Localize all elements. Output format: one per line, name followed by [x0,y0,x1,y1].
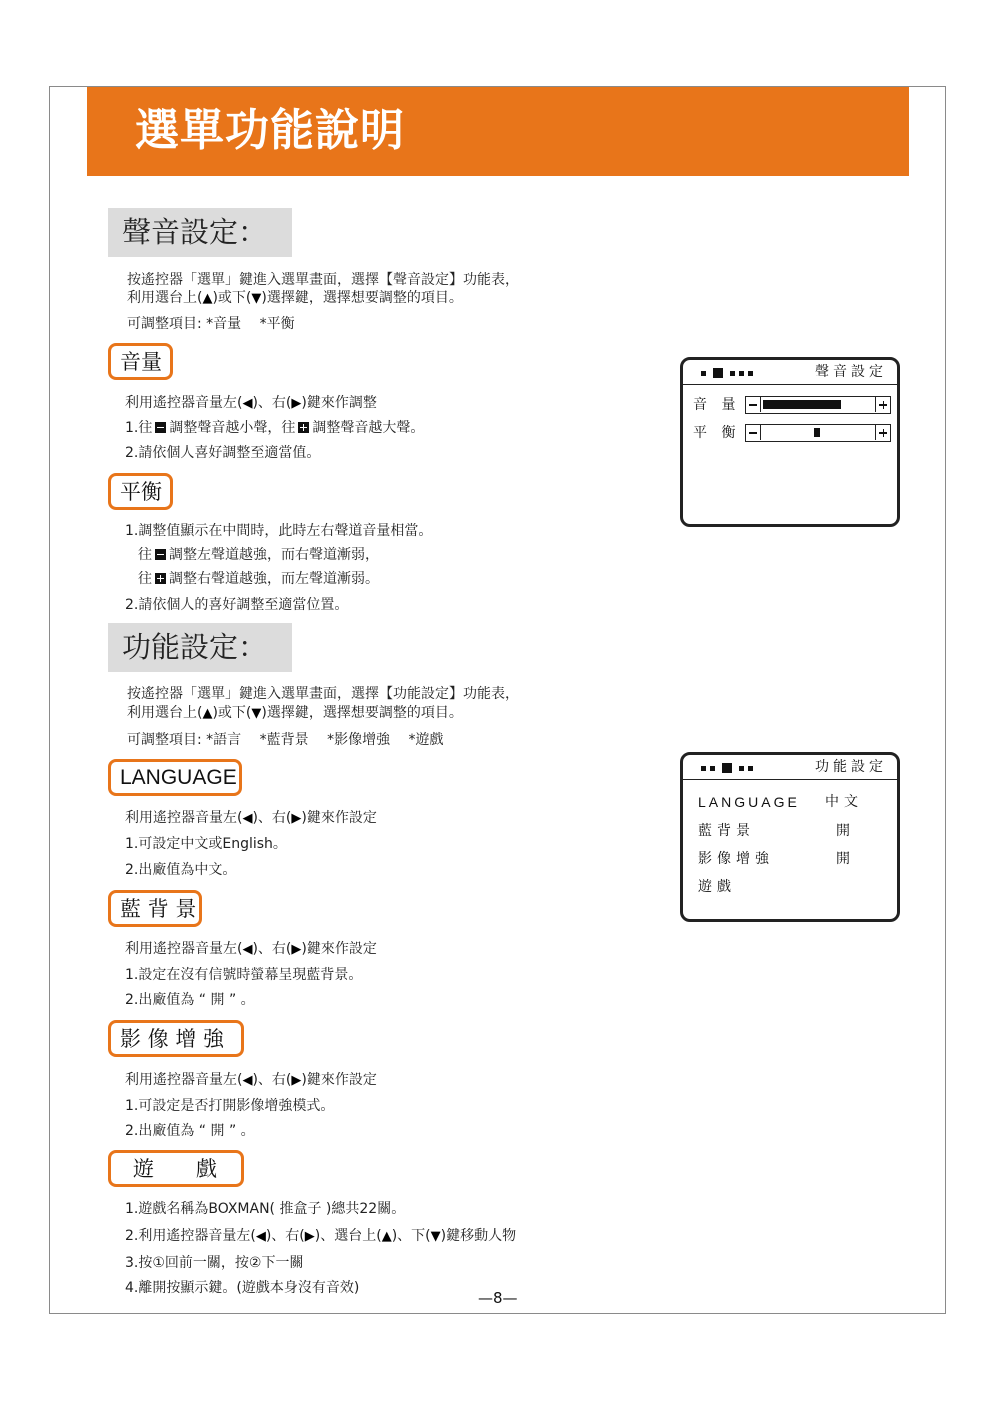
enhance-line1: 利用遙控器音量左(◀)、右(▶)鍵來作設定 [125,1072,377,1088]
game-line4: 4.離開按顯示鍵。(遊戲本身沒有音效) [125,1280,360,1296]
osd-language-label: LANGUAGE [698,794,800,810]
osd-header [683,360,897,385]
right-arrow-icon: ▶ [291,1073,302,1088]
game-tag: 遊 戲 [108,1150,244,1187]
balance-line2: 往 調整左聲道越強，而右聲道漸弱， [138,547,379,563]
down-arrow-icon: ▼ [251,706,262,721]
language-line3: 2.出廠值為中文。 [125,862,237,878]
minus-key-icon [155,422,166,433]
title-banner [87,87,909,176]
down-arrow-icon: ▼ [251,291,262,306]
image-enhance-tag: 影 像 增 強 [108,1020,244,1057]
up-arrow-icon: ▲ [202,706,213,721]
osd-enhance-value[interactable]: 開 [836,851,850,867]
balance-tag: 平衡 [108,473,173,510]
osd-function-settings [680,752,900,922]
game-line2: 2.利用遙控器音量左(◀)、右(▶)、選台上(▲)、下(▼)鍵移動人物 [125,1228,517,1244]
osd-volume-label: 音 量 [693,397,741,413]
osd-language-value[interactable]: 中文 [825,794,863,810]
osd-bluebg-label: 藍背景 [698,823,755,839]
osd-game-label: 遊戲 [698,879,736,895]
osd-title: 聲音設定 [815,364,887,380]
slider-plus-icon [875,425,890,440]
language-line1: 利用遙控器音量左(◀)、右(▶)鍵來作設定 [125,810,377,826]
osd-balance-label: 平 衡 [693,425,741,441]
volume-line3: 2.請依個人喜好調整至適當值。 [125,445,321,461]
up-arrow-icon: ▲ [381,1229,392,1244]
slider-minus-icon [746,397,761,412]
right-arrow-icon: ▶ [291,942,302,957]
left-arrow-icon: ◀ [242,811,253,826]
down-arrow-icon: ▼ [430,1229,441,1244]
volume-line2: 1.往 調整聲音越小聲，往 調整聲音越大聲。 [125,420,425,436]
minus-key-icon [155,549,166,560]
balance-marker [814,428,820,437]
left-arrow-icon: ◀ [242,1073,253,1088]
language-line2: 1.可設定中文或English。 [125,836,287,852]
function-intro-line2: 利用選台上(▲)或下(▼)選擇鍵，選擇想要調整的項目。 [127,705,463,721]
volume-level-bar [763,400,841,409]
plus-key-icon [155,573,166,584]
balance-slider[interactable] [745,424,891,442]
right-arrow-icon: ▶ [291,811,302,826]
volume-line1: 利用遙控器音量左(◀)、右(▶)鍵來作調整 [125,395,377,411]
balance-line4: 2.請依個人的喜好調整至適當位置。 [125,597,349,613]
balance-line1: 1.調整值顯示在中間時，此時左右聲道音量相當。 [125,523,433,539]
game-line3: 3.按①回前一關，按②下一關 [125,1255,304,1271]
page-title: 選單功能說明 [135,105,405,156]
right-arrow-icon: ▶ [304,1229,315,1244]
osd-enhance-label: 影像增強 [698,851,774,867]
sound-intro-line1: 按遙控器「選單」鍵進入選單畫面，選擇【聲音設定】功能表， [127,272,519,288]
blue-background-tag: 藍 背 景 [108,890,202,927]
left-arrow-icon: ◀ [242,396,253,411]
language-tag: LANGUAGE [108,759,242,796]
slider-plus-icon [875,397,890,412]
enhance-line2: 1.可設定是否打開影像增強模式。 [125,1098,335,1114]
enhance-line3: 2.出廠值為 “ 開 ” 。 [125,1123,255,1139]
osd-bluebg-value[interactable]: 開 [836,823,850,839]
left-arrow-icon: ◀ [242,942,253,957]
function-settings-heading: 功能設定： [108,623,292,672]
osd-header [683,755,897,780]
slider-minus-icon [746,425,761,440]
game-line1: 1.遊戲名稱為BOXMAN( 推盒子 )總共22關。 [125,1201,406,1217]
function-adjustable-items: 可調整項目: *語言 *藍背景 *影像增強 *遊戲 [127,732,444,748]
bluebg-line3: 2.出廠值為 “ 開 ” 。 [125,992,255,1008]
function-intro-line1: 按遙控器「選單」鍵進入選單畫面，選擇【功能設定】功能表， [127,686,519,702]
up-arrow-icon: ▲ [202,291,213,306]
bluebg-line2: 1.設定在沒有信號時螢幕呈現藍背景。 [125,967,363,983]
bluebg-line1: 利用遙控器音量左(◀)、右(▶)鍵來作設定 [125,941,377,957]
page-number: —8— [478,1289,518,1307]
sound-intro-line2: 利用選台上(▲)或下(▼)選擇鍵，選擇想要調整的項目。 [127,290,463,306]
osd-sound-settings [680,357,900,527]
plus-key-icon [298,422,309,433]
sound-adjustable-items: 可調整項目: *音量 *平衡 [127,316,295,332]
right-arrow-icon: ▶ [291,396,302,411]
left-arrow-icon: ◀ [255,1229,266,1244]
balance-line3: 往 調整右聲道越強，而左聲道漸弱。 [138,571,379,587]
volume-slider[interactable] [745,396,891,414]
sound-settings-heading: 聲音設定： [108,208,292,257]
osd-title: 功能設定 [815,759,887,775]
volume-tag: 音量 [108,343,173,380]
